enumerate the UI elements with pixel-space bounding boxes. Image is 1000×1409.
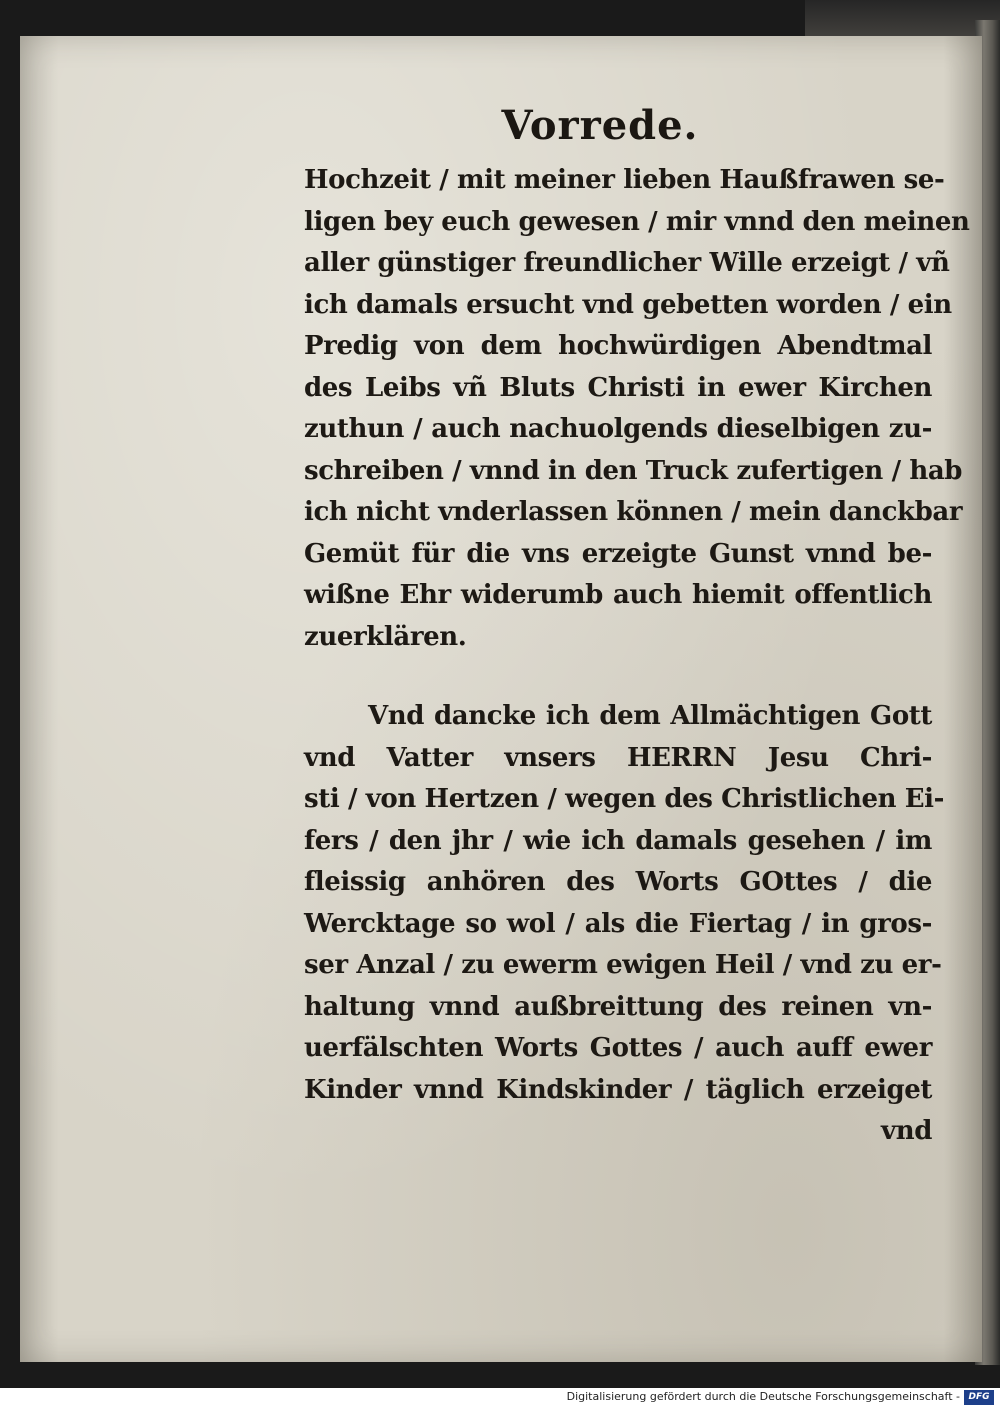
page-text-block bbox=[304, 160, 970, 1153]
text-line: aller günstiger freundlicher Wille erzeigt / vñ bbox=[304, 248, 950, 278]
text-line: ser Anzal / zu ewerm ewigen Heil / vnd zu er- bbox=[304, 950, 942, 980]
book-page bbox=[20, 36, 982, 1362]
funding-notice: Digitalisierung gefördert durch die Deutsche Forschungsgemeinschaft - bbox=[566, 1390, 960, 1403]
text-line: zuthun / auch nachuolgends dieselbigen zu- bbox=[304, 414, 932, 444]
text-line: Vnd dancke ich dem Allmächtigen Gott bbox=[368, 701, 932, 731]
catchword: vnd bbox=[881, 1116, 932, 1146]
dfg-logo: DFG bbox=[964, 1390, 994, 1405]
text-line: Predig von dem hochwürdigen Abendtmal bbox=[304, 331, 932, 361]
page-heading: Vorrede. bbox=[501, 102, 699, 149]
text-line: Wercktage so wol / als die Fiertag / in gros- bbox=[304, 908, 932, 939]
text-line: ich nicht vnderlassen können / mein danckbar bbox=[304, 497, 963, 527]
text-line: Gemüt für die vns erzeigte Gunst vnnd be- bbox=[304, 538, 932, 569]
text-line: haltung vnnd außbreittung des reinen vn- bbox=[304, 991, 932, 1022]
text-line: wißne Ehr widerumb auch hiemit offentlich bbox=[304, 580, 932, 610]
text-line: uerfälschten Worts Gottes / auch auff ewer bbox=[304, 1033, 932, 1063]
text-line: fers / den jhr / wie ich damals gesehen / im bbox=[304, 825, 932, 856]
text-line: Kinder vnnd Kindskinder / täglich erzeiget bbox=[304, 1074, 932, 1105]
text-line: Hochzeit / mit meiner lieben Haußfrawen se- bbox=[304, 165, 945, 195]
text-line: des Leibs vñ Bluts Christi in ewer Kirchen bbox=[304, 372, 932, 403]
text-line: fleissig anhören des Worts GOttes / die bbox=[304, 867, 932, 897]
scanner-background-top bbox=[805, 0, 1000, 40]
text-line: zuerklären. bbox=[304, 621, 467, 652]
text-line: ligen bey euch gewesen / mir vnnd den meinen bbox=[304, 206, 970, 237]
text-line: sti / von Hertzen / wegen des Christlichen Ei- bbox=[304, 784, 945, 814]
footer-bar bbox=[0, 1388, 1000, 1409]
text-line: ich damals ersucht vnd gebetten worden / ein bbox=[304, 289, 952, 320]
paragraph-gap bbox=[304, 658, 932, 696]
text-line: schreiben / vnnd in den Truck zufertigen / hab bbox=[304, 455, 963, 486]
text-line: vnd Vatter vnsers HERRN Jesu Chri- bbox=[304, 742, 932, 773]
